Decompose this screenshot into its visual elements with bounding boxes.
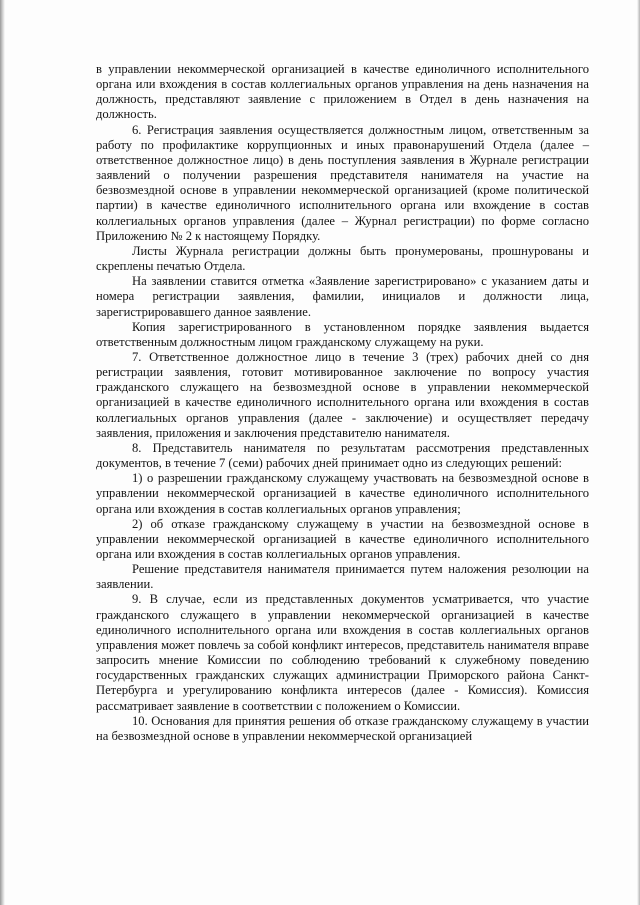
scan-edge-left	[0, 0, 5, 905]
paragraph: 7. Ответственное должностное лицо в течение 3 (трех) рабочих дней со дня регистрации заявления, готовит мотивированное заключение по вопросу участия гражданского служащего на безвозмездной основе в управлении некоммерческой организацией в качестве единоличного исполнительного органа или вхождения в состав коллегиальных органов управления (далее - заключение) и осуществляет передачу заявления, приложения и заключения представителю нанимателя.	[96, 349, 589, 440]
paragraph: Копия зарегистрированного в установленном порядке заявления выдается ответственным должностным лицом гражданскому служащему на руки.	[96, 319, 589, 349]
list-item: 1) о разрешении гражданскому служащему участвовать на безвозмездной основе в управлении некоммерческой организацией в качестве единоличного исполнительного органа или вхождения в состав коллегиальных органов управления;	[96, 471, 589, 516]
paragraph: На заявлении ставится отметка «Заявление зарегистрировано» с указанием даты и номера регистрации заявления, фамилии, инициалов и должности лица, зарегистрировавшего данное заявление.	[96, 274, 589, 319]
paragraph: 9. В случае, если из представленных документов усматривается, что участие гражданского служащего в управлении некоммерческой организацией в качестве единоличного исполнительного органа или вхождения в состав коллегиальных органов управления может повлечь за собой конфликт интересов, представитель нанимателя вправе запросить мнение Комиссии по соблюдению требований к служебному поведению государственных гражданских служащих администрации Приморского района Санкт-Петербурга и урегулированию конфликта интересов (далее - Комиссия). Комиссия рассматривает заявление в соответствии с положением о Комиссии.	[96, 592, 589, 713]
paragraph: 6. Регистрация заявления осуществляется должностным лицом, ответственным за работу по профилактике коррупционных и иных правонарушений Отдела (далее – ответственное должностное лицо) в день поступления заявления в Журнале регистрации заявлений о получении разрешения представителя нанимателя на участие на безвозмездной основе в управлении некоммерческой организацией (кроме политической партии) в качестве единоличного исполнительного органа или вхождение в состав коллегиальных органов управления (далее – Журнал регистрации) по форме согласно Приложению № 2 к настоящему Порядку.	[96, 122, 589, 243]
paragraph: Решение представителя нанимателя принимается путем наложения резолюции на заявлении.	[96, 562, 589, 592]
document-body	[96, 62, 589, 744]
paragraph: 10. Основания для принятия решения об отказе гражданскому служащему в участии на безвозмездной основе в управлении некоммерческой организацией	[96, 713, 589, 743]
paragraph: Листы Журнала регистрации должны быть пронумерованы, прошнурованы и скреплены печатью Отдела.	[96, 243, 589, 274]
paragraph: в управлении некоммерческой организацией в качестве единоличного исполнительного органа или вхождения в состав коллегиальных органов управления на день назначения на должность, представляют заявление с приложением в Отдел в день назначения на должность.	[96, 62, 589, 122]
list-item: 2) об отказе гражданскому служащему в участии на безвозмездной основе в управлении некоммерческой организацией в качестве единоличного исполнительного органа или вхождения в состав коллегиальных органов управления.	[96, 516, 589, 561]
paragraph: 8. Представитель нанимателя по результатам рассмотрения представленных документов, в течение 7 (семи) рабочих дней принимает одно из следующих решений:	[96, 440, 589, 471]
